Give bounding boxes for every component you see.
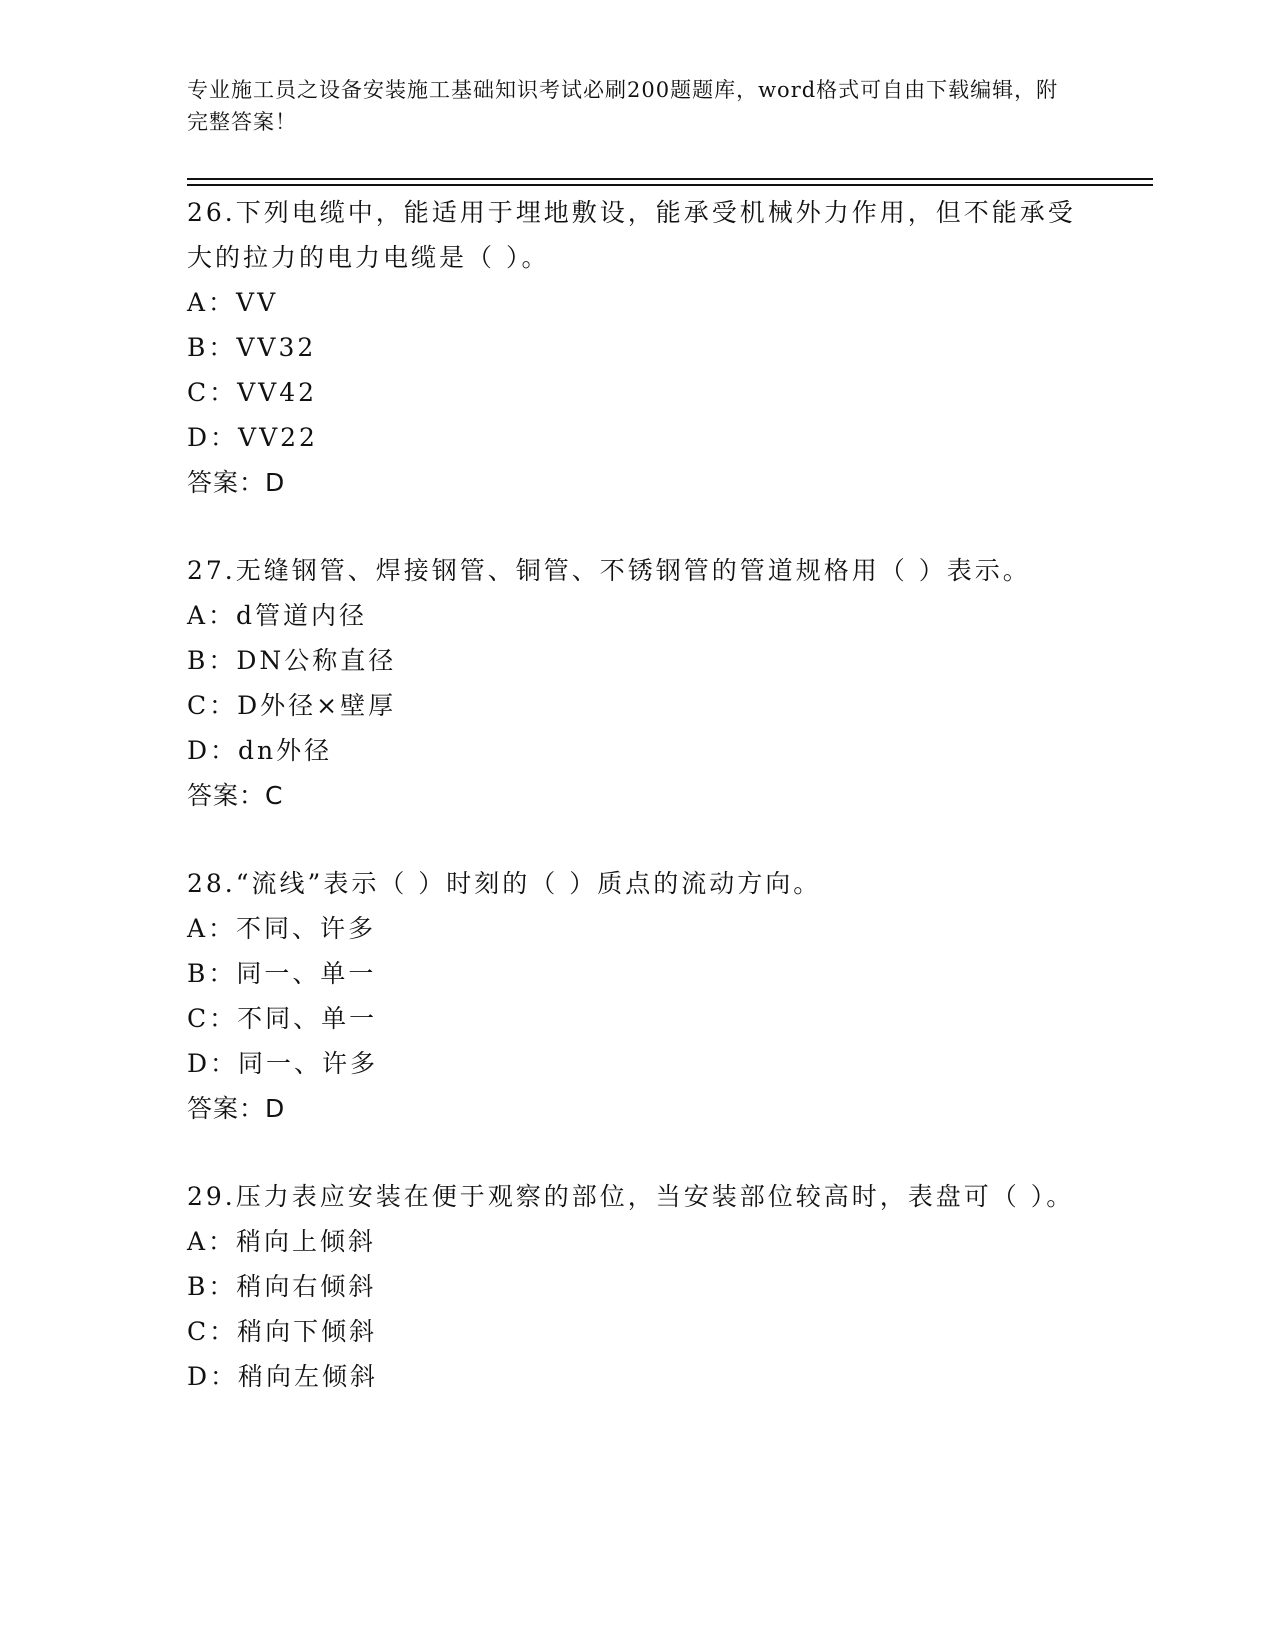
answer-line: 答案：C [187,781,284,810]
question-stem: 27.无缝钢管、焊接钢管、铜管、不锈钢管的管道规格用（ ）表示。 [187,556,1031,585]
question-list [187,190,1087,1442]
question-28 [187,861,1087,1131]
option-b: B：同一、单一 [187,959,377,988]
option-a: A：d管道内径 [187,601,368,630]
header-rule-top [187,178,1153,180]
question-27 [187,548,1087,818]
answer-line: 答案：D [187,1094,286,1123]
option-d: D：dn外径 [187,736,333,765]
document-header: 专业施工员之设备安装施工基础知识考试必刷200题题库，word格式可自由下载编辑，附完整答案！ [187,78,1059,134]
question-26 [187,190,1087,505]
option-b: B：VV32 [187,333,317,362]
option-a: A：稍向上倾斜 [187,1227,377,1256]
option-a: A：VV [187,288,279,317]
question-stem: 26.下列电缆中，能适用于埋地敷设，能承受机械外力作用，但不能承受大的拉力的电力电缆是（ ）。 [187,198,1076,272]
option-d: D：稍向左倾斜 [187,1362,379,1391]
option-d: D：同一、许多 [187,1049,379,1078]
question-29 [187,1174,1087,1399]
option-c: C：D外径×壁厚 [187,691,397,720]
option-d: D：VV22 [187,423,318,452]
option-b: B：DN公称直径 [187,646,397,675]
question-stem: 28.“流线”表示（ ）时刻的（ ）质点的流动方向。 [187,869,822,898]
option-c: C：稍向下倾斜 [187,1317,378,1346]
question-stem: 29.压力表应安装在便于观察的部位，当安装部位较高时，表盘可（ ）。 [187,1182,1075,1211]
option-b: B：稍向右倾斜 [187,1272,377,1301]
option-c: C：VV42 [187,378,318,407]
answer-line: 答案：D [187,468,286,497]
option-a: A：不同、许多 [187,914,377,943]
header-rule-bottom [187,184,1153,186]
option-c: C：不同、单一 [187,1004,378,1033]
